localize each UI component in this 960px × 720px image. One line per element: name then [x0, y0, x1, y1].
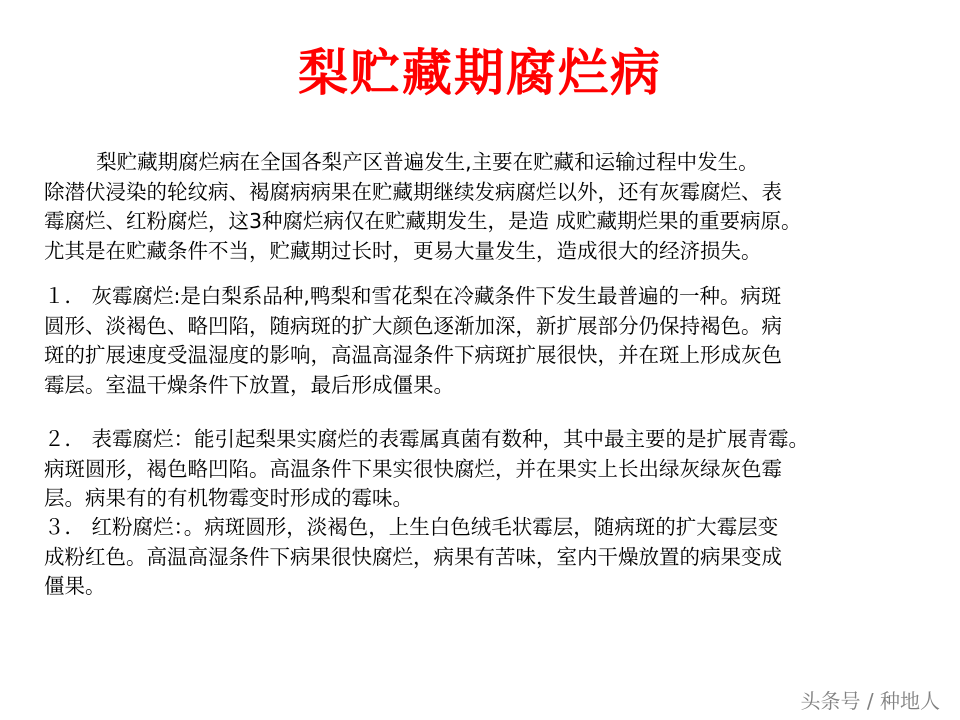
section-line: 病斑圆形，褐色略凹陷。高温条件下果实很快腐烂，并在果实上长出绿灰绿灰色霉	[44, 456, 782, 481]
section-line: 层。病果有的有机物霉变时形成的霉味。	[44, 486, 413, 510]
section-line: 圆形、淡褐色、略凹陷，随病斑的扩大颜色逐渐加深，新扩展部分仍保持褐色。病	[44, 313, 782, 338]
intro-line: 霉腐烂、红粉腐烂，这3种腐烂病仅在贮藏期发生，是造 成贮藏期烂果的重要病原。	[44, 209, 802, 233]
section-line: ３． 红粉腐烂：。病斑圆形，淡褐色，上生白色绒毛状霉层，随病斑的扩大霉层变	[44, 515, 779, 539]
source-watermark: 头条号 / 种地人	[800, 689, 940, 713]
intro-line: 梨贮藏期腐烂病在全国各梨产区普遍发生,主要在贮藏和运输过程中发生。	[44, 150, 759, 174]
section-line: 成粉红色。高温高湿条件下病果很快腐烂，病果有苦味，室内干燥放置的病果变成	[44, 544, 782, 569]
section-gray-mold	[44, 282, 924, 400]
intro-line: 除潜伏浸染的轮纹病、褐腐病病果在贮藏期继续发病腐烂以外，还有灰霉腐烂、表	[44, 179, 782, 204]
intro-line: 尤其是在贮藏条件不当，贮藏期过长时，更易大量发生，造成很大的经济损失。	[44, 238, 762, 263]
page-title: 梨贮藏期腐烂病	[298, 43, 662, 102]
section-line: 斑的扩展速度受温湿度的影响，高温高湿条件下病斑扩展很快，并在斑上形成灰色	[44, 343, 782, 367]
section-line: 僵果。	[44, 574, 106, 598]
section-surface-mold	[44, 425, 924, 514]
section-line: １． 灰霉腐烂:是白梨系品种,鸭梨和雪花梨在冷藏条件下发生最普遍的一种。病斑	[44, 284, 782, 308]
intro-paragraph	[44, 148, 924, 266]
section-line: ２． 表霉腐烂：能引起梨果实腐烂的表霉属真菌有数种，其中最主要的是扩展青霉。	[44, 427, 810, 451]
section-line: 霉层。室温干燥条件下放置，最后形成僵果。	[44, 372, 454, 397]
section-pink-rot	[44, 513, 924, 602]
